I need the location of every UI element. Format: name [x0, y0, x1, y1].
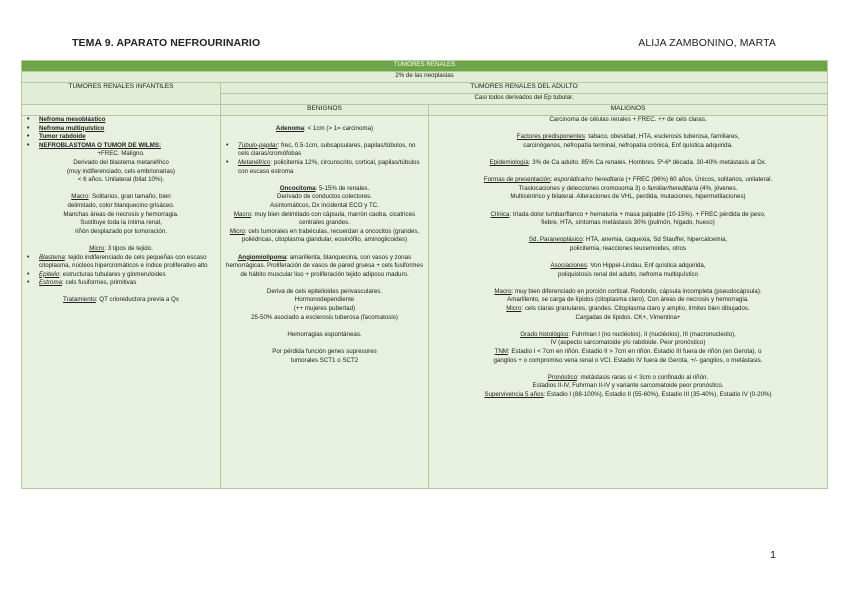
epitelio-text: : estructuras tubulares y glomeruloides: [59, 270, 166, 278]
tratamiento-label: Tratamiento: [63, 296, 96, 304]
micro-label: Micro: [89, 244, 105, 252]
malignos-cell: [429, 116, 828, 489]
angio-line: Deriva de cels epitelioides perivasculares.: [266, 287, 383, 295]
pronostico-line: [432, 374, 824, 383]
author-name: ALIJA ZAMBONINO, MARTA: [638, 37, 776, 49]
formas-text: Traslocaciones y delecciones cromosoma 3) o: [518, 184, 648, 192]
tratamiento-text: : QT crioreductora previa a Qx: [95, 296, 179, 304]
tnm-line: ganglios + o compromiso vena renal o VCI. Estadio IV fuera de Gerota, +/- ganglios, o metástasis.: [493, 356, 763, 364]
clinica-label: Clínica: [490, 210, 510, 218]
list-item: [224, 159, 425, 176]
macro-label: Macro: [494, 287, 512, 295]
list-item: [224, 142, 425, 159]
oncocitoma-macro: [224, 211, 425, 228]
angio-line: tumorales SCT1 o SCT2: [290, 356, 359, 364]
list-item: • Nefroma mesoblástico: [25, 116, 217, 125]
col-header-infantiles: TUMORES RENALES INFANTILES: [22, 83, 221, 105]
tratamiento-line: [25, 296, 217, 305]
oncocitoma-line: Derivado de conductos colectores.: [277, 193, 372, 201]
oncocitoma-line: [224, 185, 425, 194]
malignos-intro: Carcinoma de células renales + FREC. ++ de cels claras.: [549, 116, 707, 123]
formas-label: Formas de presentación: [483, 176, 551, 184]
epidemiologia-text: : 3% de Ca adulto. 85% Ca renales. Hombres. 5ª-6ª década. 30-40% metástasis al Dx.: [528, 158, 767, 166]
grado-line: IV (aspecto sarcomatoide y/o rabdoide. Peor pronóstico): [550, 339, 706, 347]
factores-text: : tabaco, obesidad, HTA, esclerosis tuberosa, familiares,: [584, 133, 740, 141]
wilms-line: < 6 años. Unilateral (bilat 10%).: [77, 176, 165, 184]
oncocitoma-micro: [224, 228, 425, 245]
supervivencia-line: [432, 391, 824, 400]
asociaciones-line: [432, 262, 824, 271]
epidemiologia-line: [432, 159, 824, 168]
micro-line: [25, 245, 217, 254]
metanefrico-text: : policitemia 12%, circunscrito, cortical, papilas/túbulos con escaso estroma: [238, 158, 420, 175]
formas-text: (+ FREC (96%) 60 años. Únicos, solitarios, unilateral.: [623, 176, 773, 184]
col-header-malignos: MALIGNOS: [429, 105, 828, 116]
asociaciones-line: poliquistosis renal del adulto, nefroma multiquístico: [558, 270, 698, 278]
angiomiolipoma-label: Angiomiolipoma: [237, 253, 287, 261]
list-item: [25, 254, 217, 271]
list-item: • NEFROBLASTOMA O TUMOR DE WILMS:: [25, 142, 217, 151]
onco-micro-label: Micro: [229, 227, 245, 235]
formas-text: (4%, jóvenes.: [698, 184, 738, 192]
estroma-text: : cels fusiformes, primitivas: [62, 279, 137, 287]
sd-text: : HTA, anemia, caquexia, Sd Stauffer, hipercalcemia,: [582, 236, 728, 244]
macro-text: : Solitarios, gran tamaño, bien: [88, 193, 171, 201]
angio-line: Hormonodependiente: [294, 296, 355, 304]
supervivencia-label: Supervivencia 5 años: [484, 391, 544, 398]
angio-line: 25-50% asociado a esclerosis tuberosa (facomatosis): [251, 313, 398, 321]
grado-label: Grado histológico: [520, 330, 569, 338]
tubulo-text: : frec, 0.5-1cm, subcapsulares, papilas/túbulos, no cels claras/cromófobas: [238, 141, 416, 158]
asociaciones-text: : Von Hippel-Lindau, Enf quística adquirida,: [586, 262, 706, 270]
micro-line: [432, 305, 824, 314]
col-header-adulto: TUMORES RENALES DEL ADULTO: [221, 83, 828, 94]
angio-line: Hemorragias espontáneas.: [287, 330, 362, 338]
infantiles-cell: [22, 116, 221, 489]
formas-italic: familiar/hereditaria: [647, 184, 699, 192]
oncocitoma-label: Oncocitoma: [279, 184, 316, 192]
adulto-note: Casi todos derivados del Ep tubular.: [221, 94, 828, 105]
table-title: TUMORES RENALES: [22, 61, 828, 72]
sd-line: [432, 236, 824, 245]
asociaciones-label: Asociaciones: [550, 262, 587, 270]
micro-text: : 3 tipos de tejido.: [104, 244, 153, 252]
macro-line: delimitado, color blanquecino grisáceo.: [67, 201, 175, 209]
metanefrico-label: Metanéfrico: [238, 158, 271, 166]
macro-label: Macro: [71, 193, 89, 201]
benignos-cell: [221, 116, 429, 489]
clinica-line: fiebre, HTA, síntomas metástasis 30% (pulmón, hígado, hueso): [541, 219, 715, 227]
grado-line: [432, 331, 824, 340]
onco-macro-text: : muy bien delimitado con cápsula, marrón caoba, cicatrices centrales grandes.: [251, 210, 416, 227]
macro-text: : muy bien diferenciado en porción cortical. Redondo, cápsula incompleta (pseudocápsula).: [511, 287, 762, 295]
blastema-text: : tejido indiferenciado de cels pequeñas con escaso citoplasma, núcleos hipercromáticos e índice proliferativo alto: [39, 253, 208, 270]
adenoma-line: [224, 125, 425, 134]
sd-line: policitemia, reacciones leucemoides, otros: [569, 244, 687, 252]
clinica-text: : tríada dolor lumbar/flanco + hematuria + masa palpable (10-15%). + FREC pérdida de peso,: [509, 210, 766, 218]
macro-line: [432, 288, 824, 297]
estroma-label: Estroma: [39, 279, 63, 287]
macro-line: Amarillento, se carga de lípidos (citoplasma claro). Con áreas de necrosis y hemorragia.: [507, 296, 749, 304]
formas-line: [432, 185, 824, 194]
document-title: TEMA 9. APARATO NEFROURINARIO: [72, 37, 261, 49]
epitelio-label: Epitelio: [39, 270, 60, 278]
formas-italic: esporádica/no hereditaria: [553, 176, 624, 184]
blastema-label: Blastema: [39, 253, 65, 261]
list-item: • Nefroma multiquístico: [25, 125, 217, 134]
table-subtitle: 2% de las neoplasias: [22, 72, 828, 83]
macro-line: riñón desplazado por tumoración.: [75, 227, 167, 235]
tnm-text: : Estadio I < 7cm en riñón. Estadio II > 7cm en riñón. Estadio III fuera de riñón (en Gerota), o: [507, 348, 762, 356]
pronostico-text: : metástasis raras si < 3cm o confinado al riñón.: [577, 373, 709, 381]
tnm-line: [432, 348, 824, 357]
micro-list: [25, 254, 217, 288]
oncocitoma-line: Asintomáticos, Dx incidental ECO y TC.: [270, 201, 379, 209]
oncocitoma-text: : 5-15% de renales.: [315, 184, 370, 192]
list-item: [25, 271, 217, 280]
grado-text: : Fuhrman I (no nucléolos), II (nucléolos), III (macronucleolo),: [568, 330, 736, 338]
page-number: 1: [770, 549, 776, 561]
angio-line: Por pérdida función genes supresores: [272, 348, 377, 356]
onco-micro-text: : cels tumorales en trabéculas, recuerdan a oncocitos (grandes, poliédricas, citoplasma glandular, eosinófilo, aminoglicoides): [241, 227, 420, 244]
supervivencia-text: : Estadio I (88-100%), Estadio II (55-60%), Estadio III (35-40%), Estadio IV (0-20%): [543, 391, 772, 398]
wilms-line: +FREC. Maligno.: [97, 150, 145, 158]
list-item: [25, 279, 217, 288]
tumores-renales-table: [21, 60, 828, 489]
factores-line: carcinógenos, nefropatía terminal, nefropatía crónica, Enf quística adquirida.: [523, 141, 733, 149]
list-item: • Tumor rabdoide: [25, 133, 217, 142]
micro-text: : cels claras granulares, grandes. Citoplasma claro y amplio, límites bien dibujados.: [521, 305, 750, 313]
col-header-benignos: BENIGNOS: [221, 105, 429, 116]
tubulo-label: Túbulo-papilar: [238, 141, 278, 149]
clinica-line: [432, 211, 824, 220]
factores-line: [432, 133, 824, 142]
adenoma-label: Adenoma: [275, 124, 305, 132]
angiomiolipoma-text: : amarillenta, blanquecina, con vasos y zonas hemorrágicas. Proliferación de vasos de pared gruesa + cels fusiformes de hábito muscular liso + proliferación tejido adiposo maduro.: [226, 253, 423, 278]
angio-line: (++ mujeres pubertad): [293, 305, 356, 313]
onco-macro-label: Macro: [233, 210, 252, 218]
adenoma-list: [224, 142, 425, 176]
micro-label: Micro: [506, 305, 522, 313]
formas-line: Formas de presentación: esporádica/no hereditaria (+ FREC (96%) 60 años. Únicos, solitarios, unilateral.: [483, 176, 773, 184]
infantiles-list: [25, 116, 217, 150]
formas-line: Multicéntrico y bilateral. Alteraciones de VHL, perdida, mutaciones, hipermetilaciones): [510, 193, 746, 201]
tnm-label: TNM: [494, 348, 508, 356]
wilms-line: (muy indiferenciado, cels embrionarias): [67, 167, 175, 175]
macro-line: Sustituye toda la íntima renal,: [80, 219, 162, 227]
macro-line: [25, 193, 217, 202]
factores-label: Factores predisponentes: [516, 133, 585, 141]
adenoma-text: : < 1cm (> 1= carcinoma): [304, 124, 374, 132]
pronostico-line: Estadios II-IV, Fuhrman II-IV y variante sarcomatoide peor pronóstico.: [532, 382, 724, 390]
epidemiologia-label: Epidemiología: [489, 158, 529, 166]
sd-label: Sd. Paraneoplásico: [528, 236, 583, 244]
col-header-empty: [22, 105, 221, 116]
macro-line: Manchas áreas de necrosis y hemorragia.: [63, 210, 179, 218]
angiomiolipoma-line: [224, 254, 425, 280]
wilms-line: Derivado del blastema metanéfrico: [73, 158, 169, 166]
pronostico-label: Pronóstico: [547, 373, 578, 381]
micro-line: Cargadas de lípidos. CK+, Vimentina+: [575, 313, 681, 321]
